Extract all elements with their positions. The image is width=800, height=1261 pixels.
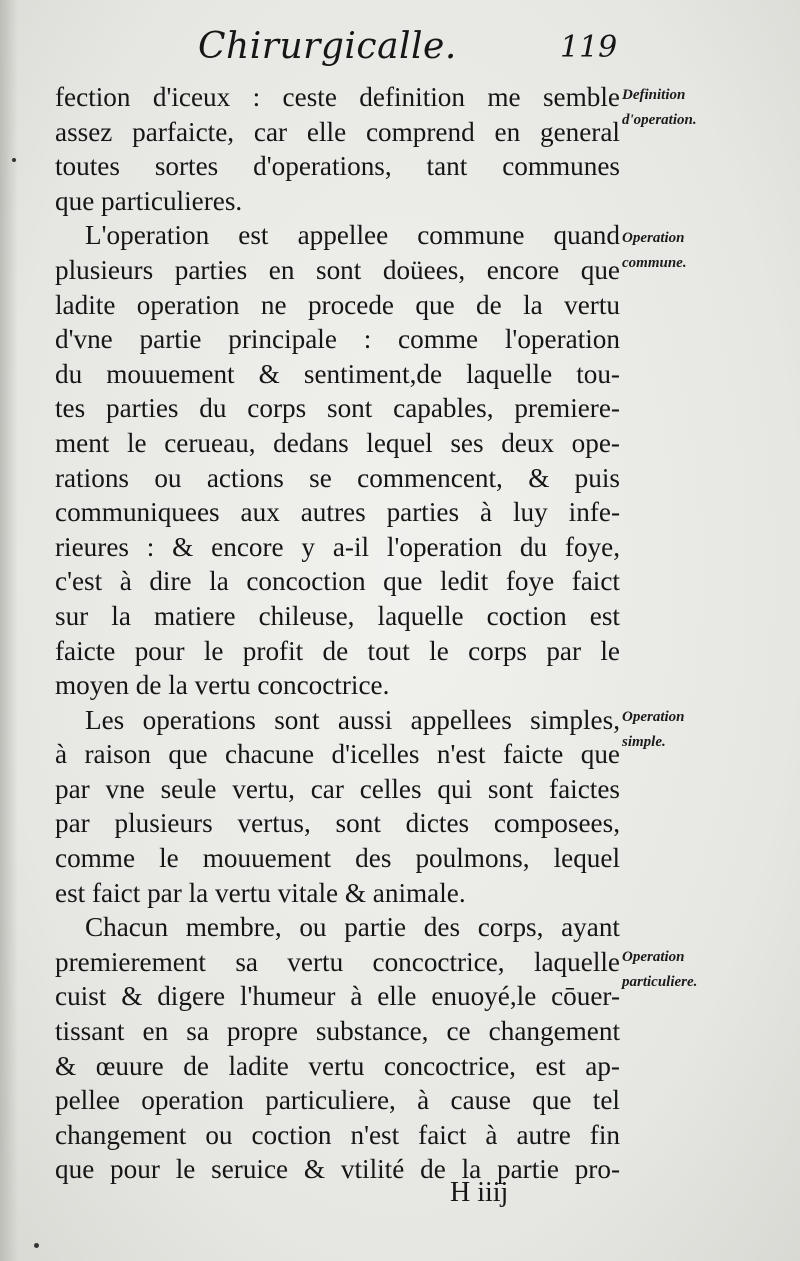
text-line: par vne seule vertu, car celles qui sont faictes <box>55 773 620 804</box>
text-line: L'operation est appellee commune quand <box>85 220 620 251</box>
margin-note-line: particuliere. <box>622 974 698 990</box>
text-line: Les operations sont aussi appellees simples, <box>85 704 620 735</box>
margin-note-line: Definition <box>622 87 686 103</box>
text-line: rations ou actions se commencent, & puis <box>55 462 620 493</box>
text-line: changement ou coction n'est faict à autre fin <box>55 1119 620 1150</box>
margin-note-simple <box>622 705 685 755</box>
text-line: assez parfaicte, car elle comprend en general <box>55 116 620 147</box>
text-line: que pour le seruice & vtilité de la partie pro- <box>55 1154 620 1185</box>
text-line: plusieurs parties en sont doüees, encore que <box>55 254 620 285</box>
margin-note-particuliere <box>622 945 697 995</box>
running-head: Chirurgicalle. <box>198 26 457 67</box>
margin-notes <box>622 0 792 1261</box>
text-line: tissant en sa propre substance, ce changement <box>55 1016 620 1047</box>
margin-note-line: d'operation. <box>622 112 697 128</box>
text-line: Chacun membre, ou partie des corps, ayant <box>85 912 620 943</box>
text-line: sur la matiere chileuse, laquelle coction est <box>55 600 620 631</box>
margin-note-line: simple. <box>622 734 666 750</box>
text-line: ment le cerueau, dedans lequel ses deux ope- <box>55 427 620 458</box>
text-line: communiquees aux autres parties à luy infe- <box>55 497 620 528</box>
margin-note-line: Operation <box>622 709 685 725</box>
margin-note-line: Operation <box>622 230 685 246</box>
text-line: pellee operation particuliere, à cause que tel <box>55 1085 620 1116</box>
text-line: est faict par la vertu vitale & animale. <box>55 877 466 908</box>
margin-note-line: Operation <box>622 949 685 965</box>
text-line: du mouuement & sentiment,de laquelle tou- <box>55 358 620 389</box>
text-line: ladite operation ne procede que de la vertu <box>55 289 620 320</box>
page-number: 119 <box>560 30 618 65</box>
text-line: par plusieurs vertus, sont dictes composees, <box>55 808 620 839</box>
text-line: moyen de la vertu concoctrice. <box>55 670 390 701</box>
ink-speck <box>34 1243 39 1248</box>
text-line: faicte pour le profit de tout le corps par le <box>55 635 620 666</box>
margin-note-commune <box>622 226 687 276</box>
margin-note-definition <box>622 83 697 133</box>
text-line: premierement sa vertu concoctrice, laquelle <box>55 946 620 977</box>
body-text <box>55 80 620 1187</box>
text-line: comme le mouuement des poulmons, lequel <box>55 843 620 874</box>
text-line: que particulieres. <box>55 185 243 216</box>
text-line: rieures : & encore y a-il l'operation du foye, <box>55 531 620 562</box>
signature-mark: H iiij <box>450 1177 509 1208</box>
text-line: tes parties du corps sont capables, premiere- <box>55 393 620 424</box>
ink-speck <box>12 158 16 162</box>
gutter-shadow <box>0 0 18 1261</box>
text-line: & œuure de ladite vertu concoctrice, est ap- <box>55 1050 620 1081</box>
text-line: c'est à dire la concoction que ledit foye faict <box>55 566 620 597</box>
text-line: d'vne partie principale : comme l'operation <box>55 324 620 355</box>
text-line: cuist & digere l'humeur à elle enuoyé,le cōuer- <box>55 981 620 1012</box>
margin-note-line: commune. <box>622 255 687 271</box>
text-line: toutes sortes d'operations, tant communes <box>55 151 620 182</box>
text-line: fection d'iceux : ceste definition me semble <box>55 82 620 112</box>
text-line: à raison que chacune d'icelles n'est faicte que <box>55 739 620 770</box>
